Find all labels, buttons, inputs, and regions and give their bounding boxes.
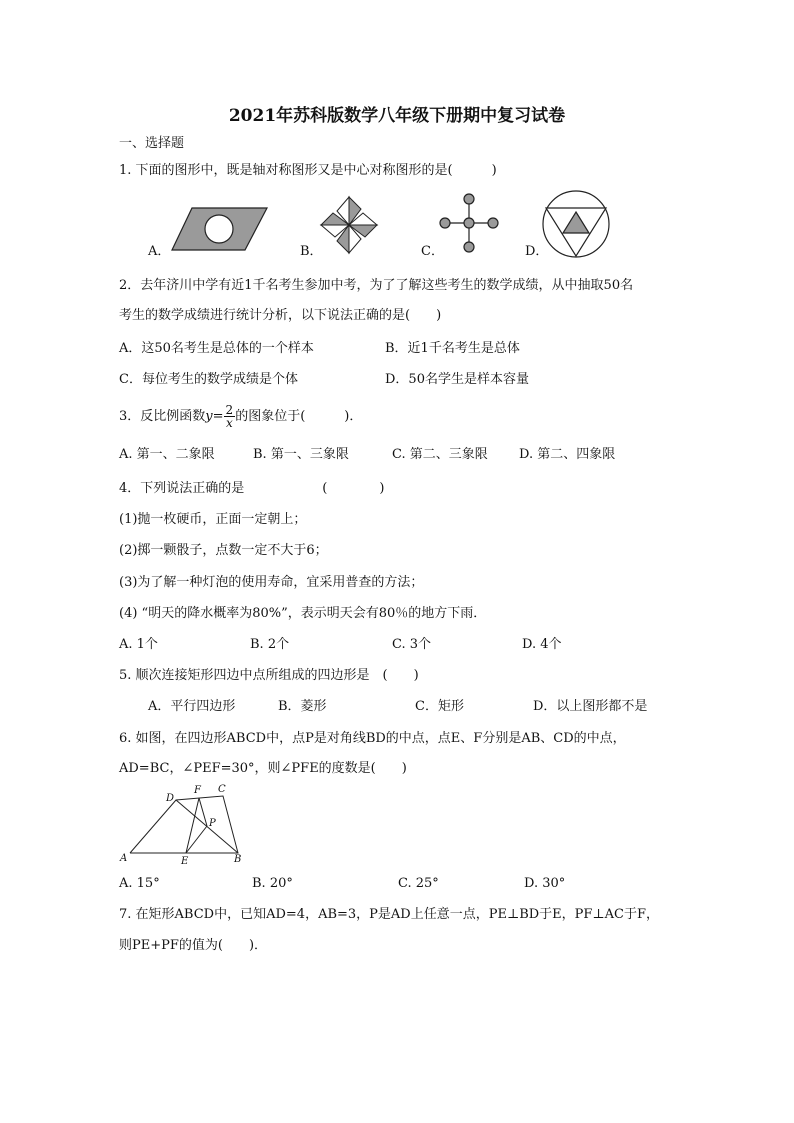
q4-option-d: D. 4个 [522, 637, 562, 652]
q1-option-b-label: B． [300, 244, 323, 259]
q6-option-d: D. 30° [524, 876, 566, 891]
label-d: D [166, 793, 175, 804]
q3-option-c: C. 第二、三象限 [392, 447, 488, 462]
q4-item-3: (3)为了解一种灯泡的使用寿命，宜采用普查的方法； [119, 575, 424, 590]
q2-option-d: D．50名学生是样本容量 [385, 372, 529, 387]
q2-option-b: B．近1千名考生是总体 [385, 341, 520, 356]
q5-option-a: A．平行四边形 [148, 699, 236, 714]
q1-option-d-label: D． [525, 244, 549, 259]
q3-fraction-numerator: 2 [225, 403, 234, 417]
q6-option-c: C. 25° [398, 876, 439, 891]
circle-with-triangles-figure [540, 188, 612, 260]
section-heading: 一、选择题 [119, 136, 185, 151]
q5-stem: 5. 顺次连接矩形四边中点所组成的四边形是 ( ) [119, 668, 419, 683]
q1-option-c-label: C． [421, 244, 444, 259]
q6-stem-line1: 6. 如图，在四边形ABCD中，点P是对角线BD的中点，点E、F分别是AB、CD的中点， [119, 731, 626, 746]
q3-fraction-denominator: x [225, 416, 233, 430]
q3-option-a: A. 第一、二象限 [119, 447, 215, 462]
q2-option-c: C．每位考生的数学成绩是个体 [119, 372, 298, 387]
q3-var-y: y [205, 409, 213, 424]
q3-option-d: D. 第二、四象限 [519, 447, 616, 462]
label-a: A [120, 853, 128, 864]
page-title: 2021年苏科版数学八年级下册期中复习试卷 [228, 106, 566, 126]
parallelogram-with-circle-figure [170, 205, 270, 253]
q4-option-c: C. 3个 [392, 637, 432, 652]
cross-with-dots-figure [436, 190, 502, 256]
label-p: P [209, 818, 216, 829]
pinwheel-figure [316, 192, 382, 258]
q5-option-c: C．矩形 [415, 699, 464, 714]
q6-option-a: A. 15° [119, 876, 160, 891]
q2-stem-line1: 2．去年济川中学有近1千名考生参加中考，为了了解这些考生的数学成绩，从中抽取50名 [119, 278, 634, 293]
q5-option-d: D．以上图形都不是 [533, 699, 648, 714]
quadrilateral-abcd-diagram [116, 780, 256, 866]
q3-stem [119, 404, 362, 429]
q4-item-1: (1)抛一枚硬币，正面一定朝上； [119, 512, 307, 527]
q7-stem-line1: 7. 在矩形ABCD中，已知AD=4，AB=3，P是AD上任意一点，PE⊥BD于E，PF⊥AC于F， [119, 907, 660, 922]
q5-option-b: B．菱形 [278, 699, 327, 714]
q4-option-a: A. 1个 [119, 637, 158, 652]
q1-stem: 1. 下面的图形中，既是轴对称图形又是中心对称图形的是( ) [119, 163, 497, 178]
label-f: F [194, 785, 201, 796]
q7-stem-line2: 则PE+PF的值为( )． [119, 938, 268, 953]
q4-item-4: (4) “明天的降水概率为80%”，表示明天会有80％的地方下雨． [119, 606, 487, 621]
label-c: C [218, 784, 226, 795]
q3-stem-post: 的图象位于( )． [235, 409, 363, 424]
q3-option-b: B. 第一、三象限 [253, 447, 349, 462]
label-e: E [181, 856, 189, 866]
q4-stem: 4．下列说法正确的是 ( ) [119, 481, 385, 496]
q3-stem-pre: 3．反比例函数 [119, 409, 206, 424]
q1-option-a-label: A． [148, 244, 171, 259]
q2-option-a: A．这50名考生是总体的一个样本 [119, 341, 314, 356]
q3-fraction [224, 404, 236, 429]
q2-stem-line2: 考生的数学成绩进行统计分析，以下说法正确的是( ) [119, 308, 442, 323]
q6-option-b: B. 20° [252, 876, 293, 891]
q3-equals: = [212, 409, 224, 424]
q6-stem-line2: AD=BC，∠PEF=30°，则∠PFE的度数是( ) [119, 761, 407, 776]
q4-item-2: (2)掷一颗骰子，点数一定不大于6； [119, 543, 328, 558]
label-b: B [234, 854, 242, 865]
q4-option-b: B. 2个 [250, 637, 290, 652]
